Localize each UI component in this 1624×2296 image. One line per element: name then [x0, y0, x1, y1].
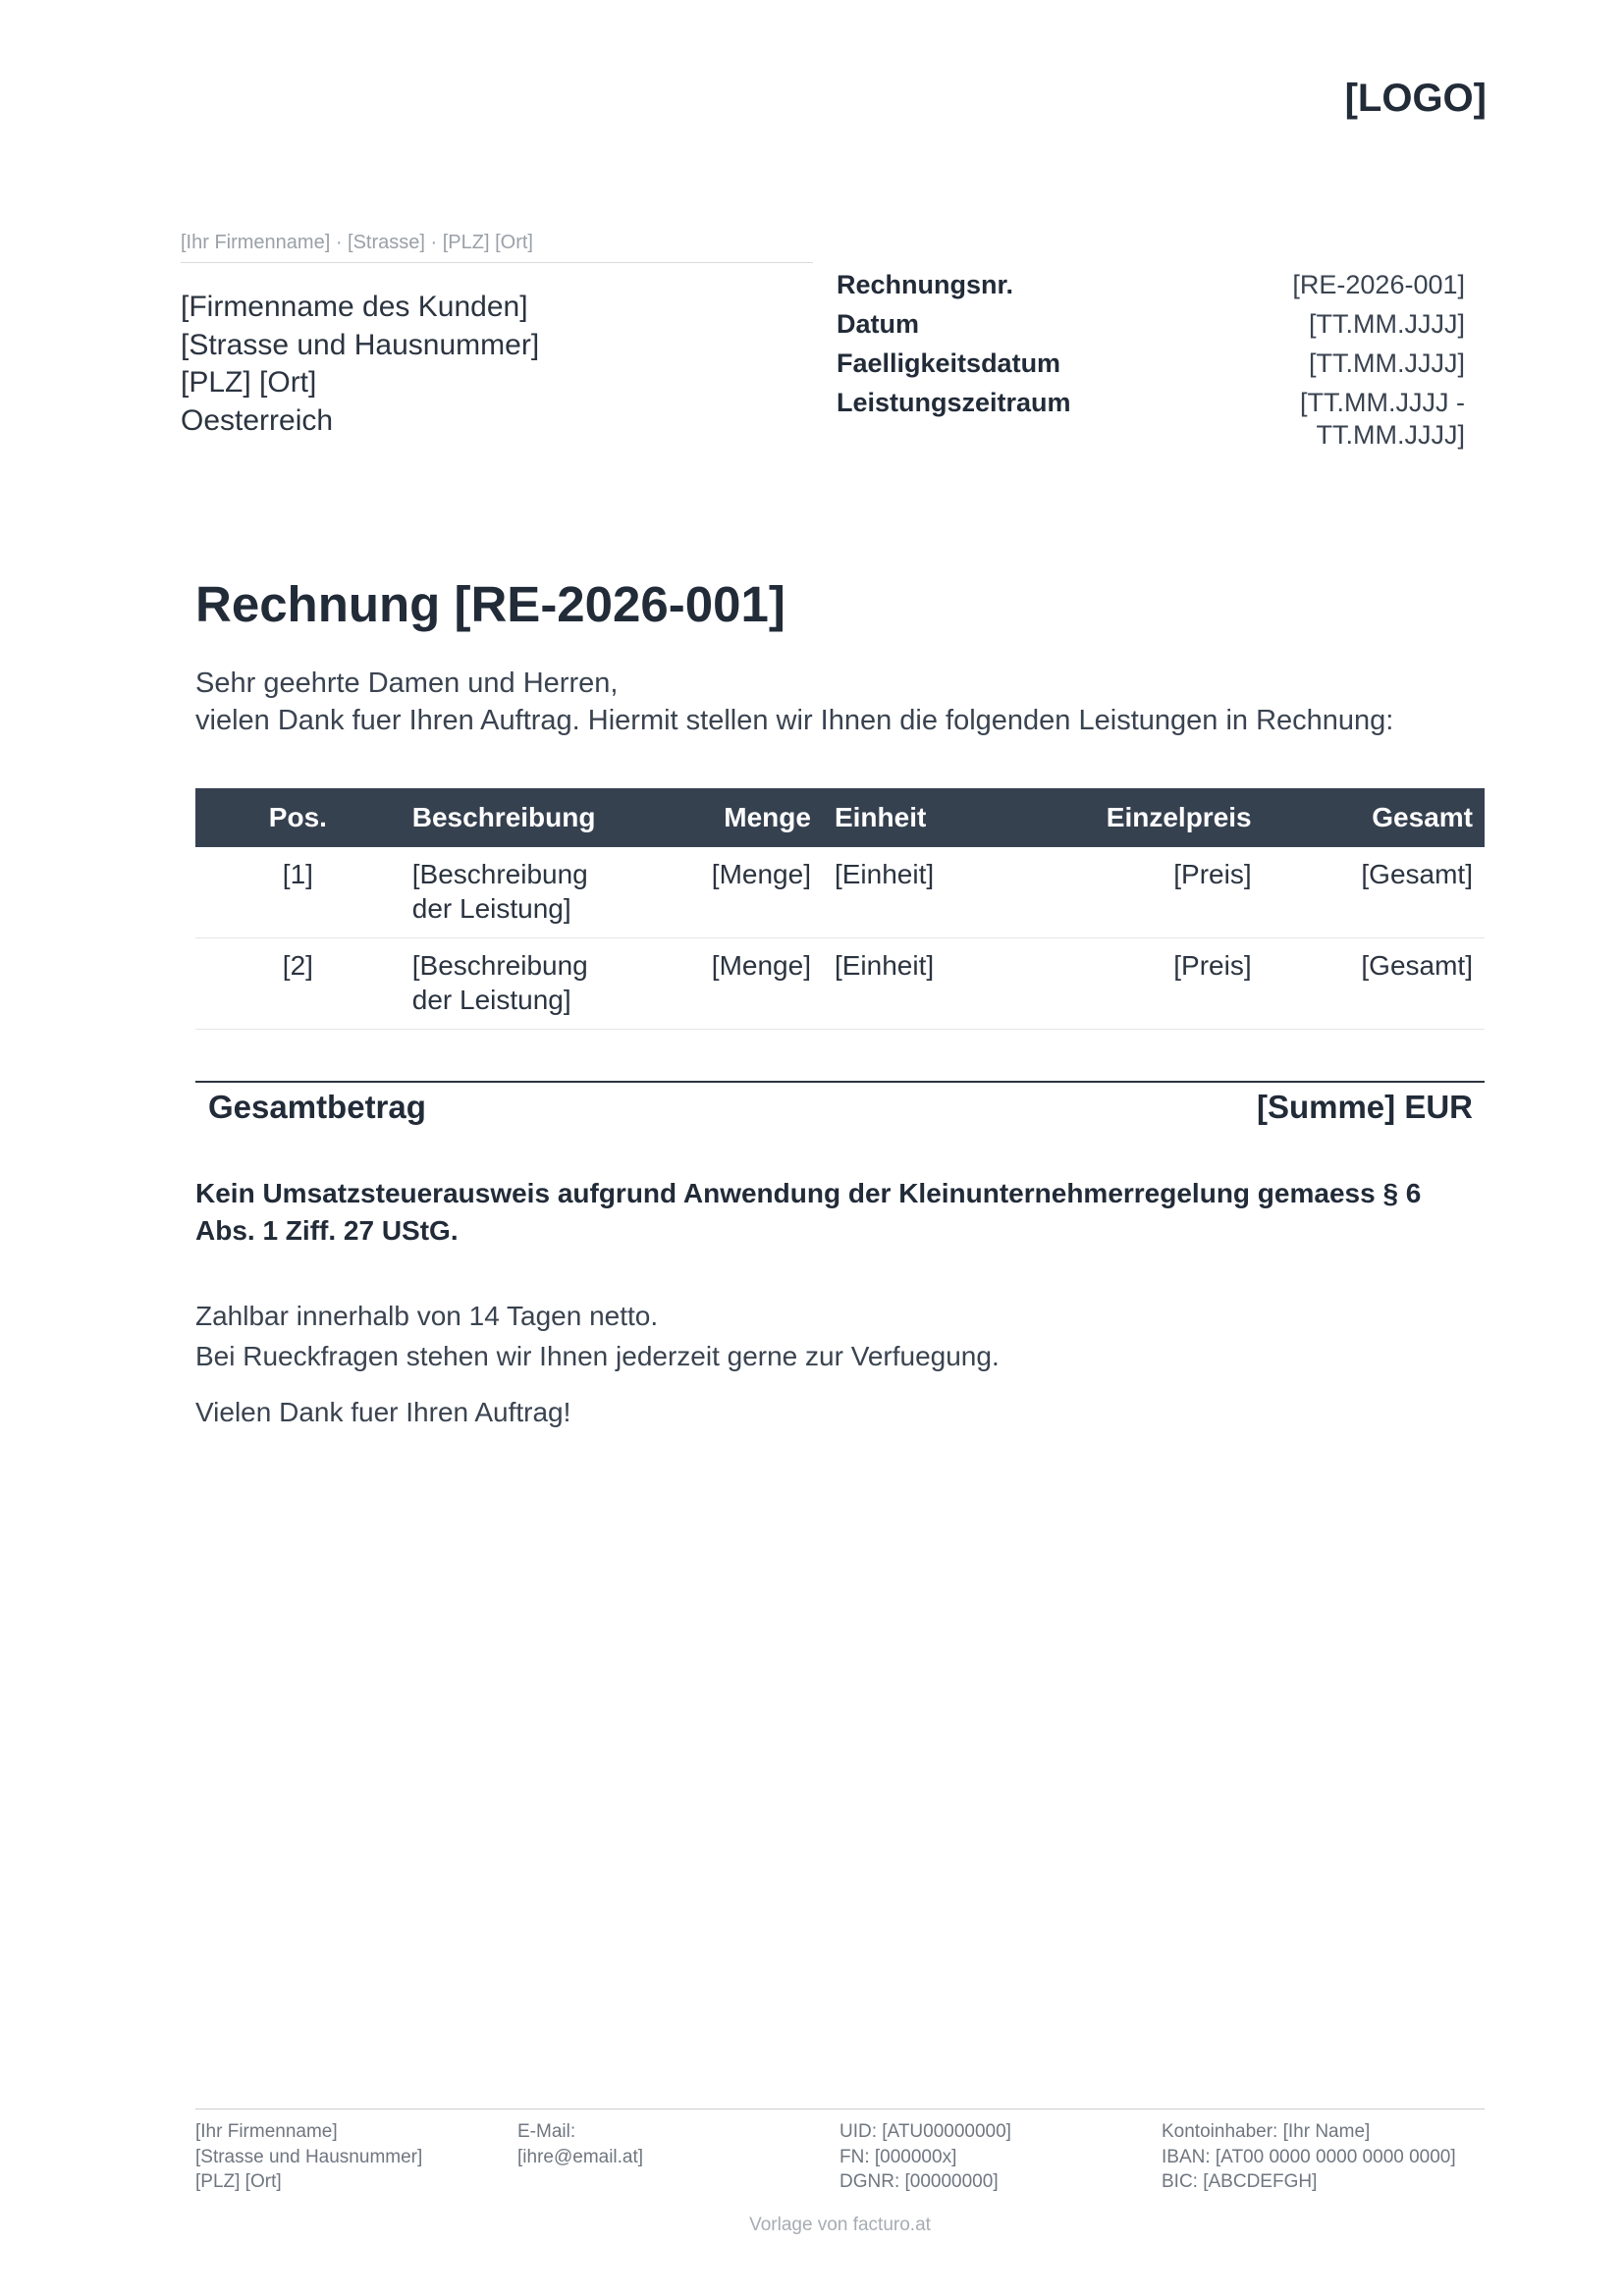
recipient-city: [PLZ] [Ort]: [181, 366, 317, 399]
meta-value: [RE-2026-001]: [1292, 270, 1465, 299]
footer: [195, 2109, 1485, 2195]
cell-total: [Gesamt]: [1264, 938, 1485, 1030]
total-amount-row: [195, 1081, 1485, 1126]
footer-company-street: [Strasse und Hausnummer]: [195, 2146, 423, 2167]
template-credit: Vorlage von facturo.at: [749, 2215, 931, 2235]
contact-note: Bei Rueckfragen stehen wir Ihnen jederzeit gerne zur Verfuegung.: [195, 1341, 1000, 1371]
cell-quantity: [Menge]: [700, 847, 823, 938]
cell-pos: [1]: [195, 847, 401, 938]
intro-text: [195, 665, 1393, 739]
footer-uid: UID: [ATU00000000]: [839, 2121, 1011, 2142]
footer-company: [195, 2119, 517, 2195]
cell-description: [401, 938, 700, 1030]
recipient-address: [181, 289, 539, 440]
description-line: [Beschreibung: [411, 859, 588, 889]
footer-company-city: [PLZ] [Ort]: [195, 2171, 282, 2192]
meta-row-due-date: [837, 347, 1465, 380]
footer-bank: [1162, 2119, 1484, 2195]
recipient-company: [Firmenname des Kunden]: [181, 291, 528, 323]
logo: [LOGO]: [1344, 77, 1487, 120]
total-label: Gesamtbetrag: [208, 1089, 426, 1125]
cell-unit: [Einheit]: [823, 938, 1039, 1030]
footer-account-holder: Kontoinhaber: [Ihr Name]: [1162, 2121, 1371, 2142]
meta-label: Leistungszeitraum: [837, 388, 1071, 417]
cell-pos: [2]: [195, 938, 401, 1030]
meta-label: Faelligkeitsdatum: [837, 348, 1061, 378]
footer-company-name: [Ihr Firmenname]: [195, 2121, 338, 2142]
meta-value: [TT.MM.JJJJ]: [1309, 348, 1465, 378]
line-items-table: [195, 788, 1485, 1030]
footer-email-label: E-Mail:: [517, 2121, 576, 2142]
header-total: Gesamt: [1264, 788, 1485, 847]
footer-iban: IBAN: [AT00 0000 0000 0000 0000]: [1162, 2146, 1456, 2167]
payment-info: [195, 1296, 1000, 1376]
table-row: [195, 847, 1485, 938]
cell-unit-price: [Preis]: [1039, 938, 1264, 1030]
meta-value: [TT.MM.JJJJ]: [1309, 309, 1465, 339]
cell-description: [401, 847, 700, 938]
cell-unit: [Einheit]: [823, 847, 1039, 938]
closing-thanks: Vielen Dank fuer Ihren Auftrag!: [195, 1397, 571, 1427]
footer-dgnr: DGNR: [00000000]: [839, 2171, 999, 2192]
recipient-street: [Strasse und Hausnummer]: [181, 328, 540, 361]
header-quantity: Menge: [700, 788, 823, 847]
footer-fn: FN: [000000x]: [839, 2146, 957, 2167]
description-line: der Leistung]: [411, 893, 571, 924]
description-line: [Beschreibung: [411, 950, 588, 981]
table-header-row: [195, 788, 1485, 847]
tax-exemption-note: [195, 1175, 1485, 1250]
cell-unit-price: [Preis]: [1039, 847, 1264, 938]
invoice-meta: [837, 269, 1465, 458]
header-unit: Einheit: [823, 788, 1039, 847]
sender-address-line: [Ihr Firmenname] · [Strasse] · [PLZ] [Ort]: [181, 232, 813, 263]
meta-label: Datum: [837, 309, 920, 339]
meta-row-invoice-number: [837, 269, 1465, 301]
meta-row-service-period: [837, 387, 1465, 452]
cell-total: [Gesamt]: [1264, 847, 1485, 938]
payment-terms: Zahlbar innerhalb von 14 Tagen netto.: [195, 1301, 659, 1331]
meta-value: [TT.MM.JJJJ - TT.MM.JJJJ]: [1300, 388, 1465, 450]
footer-bic: BIC: [ABCDEFGH]: [1162, 2171, 1318, 2192]
header-pos: Pos.: [195, 788, 401, 847]
intro-sentence: vielen Dank fuer Ihren Auftrag. Hiermit stellen wir Ihnen die folgenden Leistungen in Rechnung:: [195, 705, 1394, 736]
meta-row-date: [837, 308, 1465, 341]
footer-registry: [839, 2119, 1162, 2195]
total-value: [Summe] EUR: [1256, 1089, 1473, 1125]
table-row: [195, 938, 1485, 1030]
description-line: der Leistung]: [411, 985, 571, 1015]
tax-note-line: Abs. 1 Ziff. 27 UStG.: [195, 1215, 459, 1246]
header-description: Beschreibung: [401, 788, 700, 847]
footer-contact: [517, 2119, 839, 2195]
meta-label: Rechnungsnr.: [837, 270, 1014, 299]
cell-quantity: [Menge]: [700, 938, 823, 1030]
footer-email-value: [ihre@email.at]: [517, 2146, 644, 2167]
invoice-title: Rechnung [RE-2026-001]: [195, 576, 785, 632]
tax-note-line: Kein Umsatzsteuerausweis aufgrund Anwendung der Kleinunternehmerregelung gemaess § 6: [195, 1178, 1422, 1208]
greeting: Sehr geehrte Damen und Herren,: [195, 667, 619, 699]
recipient-country: Oesterreich: [181, 403, 334, 437]
header-unit-price: Einzelpreis: [1039, 788, 1264, 847]
